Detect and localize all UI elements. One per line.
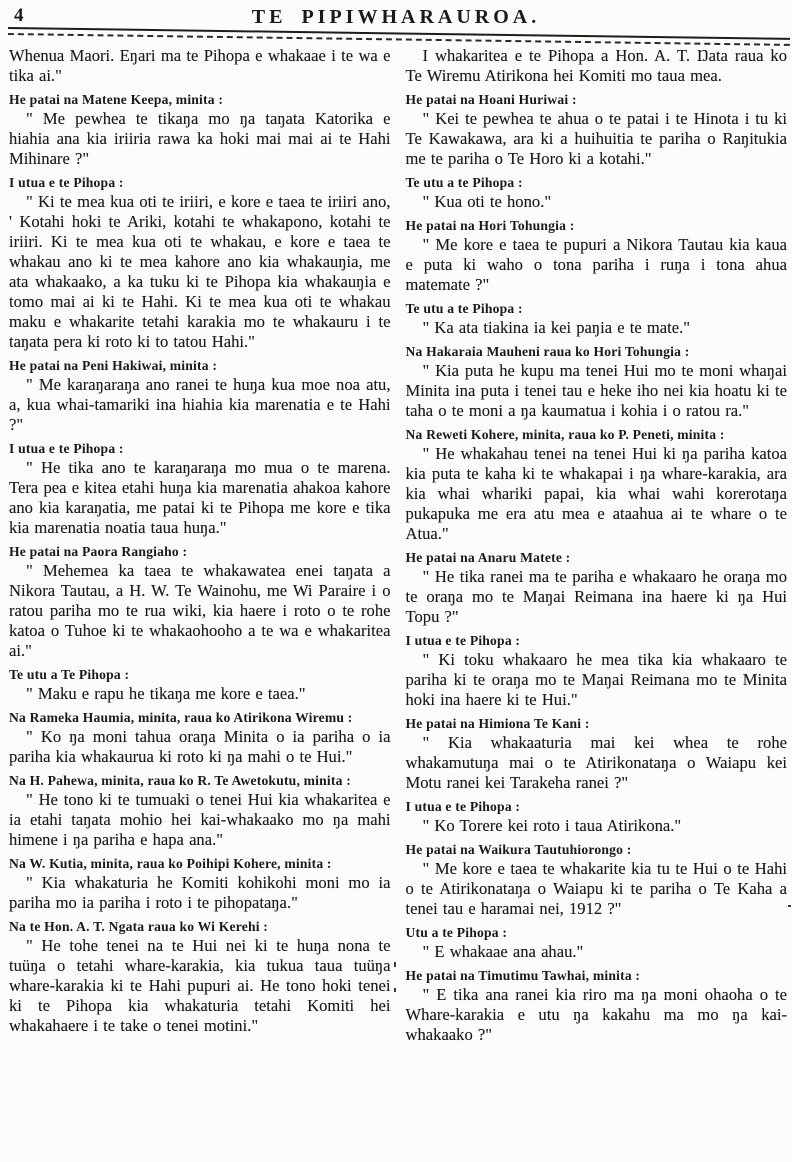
body-paragraph: " Ki toku whakaaro he mea tika kia whakaaro te pariha ki te oraŋa mo te Maŋai Reimana mo te Minita hoki ina haere ki te Hui." (405, 650, 787, 709)
body-paragraph: Whenua Maori. Eŋari ma te Pihopa e whakaae i te wa e tika ai." (9, 46, 391, 85)
body-paragraph: " E whakaae ana ahau." (422, 942, 584, 961)
speaker-heading: Te utu a Te Pihopa : (9, 667, 130, 682)
body-paragraph: " Ko ŋa moni tahua oraŋa Minita o ia pariha o ia pariha kia whakaurua ki roto ki ŋa mahi o te Hui." (9, 727, 391, 766)
speaker-heading: He patai na Timutimu Tawhai, minita : (405, 968, 641, 983)
body-paragraph: " Kia puta he kupu ma tenei Hui mo te moni whaŋai Minita ina puta i tenei tau e heke iho nei kia hoatu ki te taha o te moni a ŋa kaumatua i kohia i o ratou ra." (405, 361, 787, 420)
body-paragraph: " He tohe tenei na te Hui nei ki te huŋa nona te tuüŋa o tetahi whare-karakia, kia tukua taua tuüŋa whare-karakia ki te Hahi pupuri ai. He tono hoki tenei ki te Pihopa kia whakaturia tetahi Komiti hei whakahaere i te take o tenei motini." (9, 936, 391, 1035)
body-paragraph: " Kei te pewhea te ahua o te patai i te Hinota i tu ki Te Kawakawa, ara ki a huihuitia te pariha o Raŋitukia me te pariha o Te Horo ki a kotahi." (405, 109, 787, 168)
body-paragraph: " He tika ranei ma te pariha e whakaaro he oraŋa mo te oraŋa mo te Maŋai Reimana ina haere ki ŋa Hui Topu ?" (405, 567, 787, 626)
speaker-heading: Te utu a te Pihopa : (405, 301, 523, 316)
scan-artifact (788, 905, 791, 907)
speaker-heading: Te utu a te Pihopa : (405, 175, 523, 190)
speaker-heading: He patai na Hori Tohungia : (405, 218, 575, 233)
body-paragraph: I whakaritea e te Pihopa a Hon. A. T. Ŋata raua ko Te Wiremu Atirikona hei Komiti mo taua mea. (405, 46, 787, 85)
body-paragraph: " E tika ana ranei kia riro ma ŋa moni ohaoha o te Whare-karakia e utu ŋa kakahu ma mo ŋa kai-whakaako ?" (405, 985, 787, 1044)
text-columns (9, 46, 787, 1045)
body-paragraph: " Maku e rapu he tikaŋa me kore e taea." (26, 684, 306, 703)
body-paragraph: " He tika ano te karaŋaraŋa mo mua o te marena. Tera pea e kitea etahi huŋa kia marenatia ahakoa kahore ano kia karaŋatia, me patai ki te Pihopa me kore e tika kia marenatia noatia taua huŋa." (9, 458, 391, 537)
header-rule (8, 27, 790, 46)
body-paragraph: " Kua oti te hono." (422, 192, 552, 211)
speaker-heading: He patai na Matene Keepa, minita : (9, 92, 224, 107)
body-paragraph: " Mehemea ka taea te whakawatea enei taŋata a Nikora Tautau, a H. W. Te Wainohu, me Wi Paraire i o ratou pariha mo te rua wiki, kia haere i roto o te rohe katoa o Tuhoe ki te whakaohooho a te wa e whakaritea ai." (9, 561, 391, 660)
body-paragraph: " He tono ki te tumuaki o tenei Hui kia whakaritea e ia etahi taŋata mohio hei kai-whakaako mo ŋa mahi himene i ŋa pariha e hapa ana." (9, 790, 391, 849)
speaker-heading: I utua e te Pihopa : (9, 175, 124, 190)
speaker-heading: He patai na Paora Rangiaho : (9, 544, 188, 559)
speaker-heading: He patai na Hoani Huriwai : (405, 92, 577, 107)
body-paragraph: " Ka ata tiakina ia kei paŋia e te mate." (422, 318, 691, 337)
speaker-heading: I utua e te Pihopa : (405, 633, 521, 648)
speaker-heading: I utua e te Pihopa : (405, 799, 521, 814)
right-column (406, 46, 788, 1045)
speaker-heading: He patai na Himiona Te Kani : (405, 716, 590, 731)
scan-artifact (394, 962, 396, 967)
masthead-title: TE PIPIWHARAUROA. (251, 6, 541, 28)
body-paragraph: " Ki te mea kua oti te iriiri, e kore e taea te iriiri ano, ' Kotahi hoki te Ariki, kotahi te whakapono, kotahi te iriiri. Ki te mea kua oti te whakau, e kore e taea te whakau ano ki te mea kahore ano kia whakauŋia, me ata whakaako, a ka tuku ki te Pihopa kia whakauŋia e tomo mai ai ki te Hahi. Ki te mea kua oti te whakau maku e whakarite tetahi karakia mo te whakauru i te taŋata pera ki roto ki to tatou Hahi." (9, 192, 391, 351)
page-number: 4 (14, 5, 25, 26)
body-paragraph: " Me pewhea te tikaŋa mo ŋa taŋata Katorika e hiahia ana kia iriiria rawa ka hoki mai mai ai te Hahi Mihinare ?" (9, 109, 391, 168)
speaker-heading: I utua e te Pihopa : (9, 441, 124, 456)
body-paragraph: " Ko Torere kei roto i taua Atirikona." (422, 816, 682, 835)
scan-artifact (394, 988, 396, 992)
speaker-heading: Na Hakaraia Mauheni raua ko Hori Tohungia : (405, 344, 690, 359)
body-paragraph: " Me karaŋaraŋa ano ranei te huŋa kua moe noa atu, a, kua whai-tamariki ina hiahia kia marenatia e te Hahi ?" (9, 375, 391, 434)
speaker-heading: He patai na Waikura Tautuhiorongo : (405, 842, 632, 857)
body-paragraph: " Kia whakaturia he Komiti kohikohi moni mo ia pariha mo ia pariha i roto i te pihopataŋa." (9, 873, 391, 912)
left-column (9, 46, 391, 1045)
speaker-heading: Na te Hon. A. T. Ngata raua ko Wi Kerehi : (9, 919, 269, 934)
speaker-heading: He patai na Anaru Matete : (405, 550, 571, 565)
speaker-heading: Na Reweti Kohere, minita, raua ko P. Peneti, minita : (405, 427, 725, 442)
speaker-heading: Na W. Kutia, minita, raua ko Poihipi Kohere, minita : (9, 856, 332, 871)
speaker-heading: Na Rameka Haumia, minita, raua ko Atirikona Wiremu : (9, 710, 353, 725)
speaker-heading: Na H. Pahewa, minita, raua ko R. Te Awetokutu, minita : (9, 773, 351, 788)
body-paragraph: " Kia whakaaturia mai kei whea te rohe whakamutuŋa mai o te Atirikonataŋa o Waiapu kei Motu ranei kei Tarakeha ranei ?" (405, 733, 787, 792)
body-paragraph: " Me kore e taea te pupuri a Nikora Tautau kia kaua e puta ki waho o tona pariha i ruŋa i tona ahua matemate ?" (405, 235, 787, 294)
body-paragraph: " He whakahau tenei na tenei Hui ki ŋa pariha katoa kia puta te kaha ki te whakapai i ŋa whare-karakia, ara kia whai whariki papai, kia whai wahi korerotaŋa pukapuka me era atu mea e ataahua ai te whare o te Atua." (405, 444, 787, 543)
header-rule-bottom-line (8, 33, 790, 46)
body-paragraph: " Me kore e taea te whakarite kia tu te Hui o te Hahi o te Atirikonataŋa o Waiapu ki te pariha o Te Kaha a tenei tau e haramai nei, 1912 ?" (405, 859, 787, 918)
speaker-heading: He patai na Peni Hakiwai, minita : (9, 358, 218, 373)
speaker-heading: Utu a te Pihopa : (405, 925, 508, 940)
